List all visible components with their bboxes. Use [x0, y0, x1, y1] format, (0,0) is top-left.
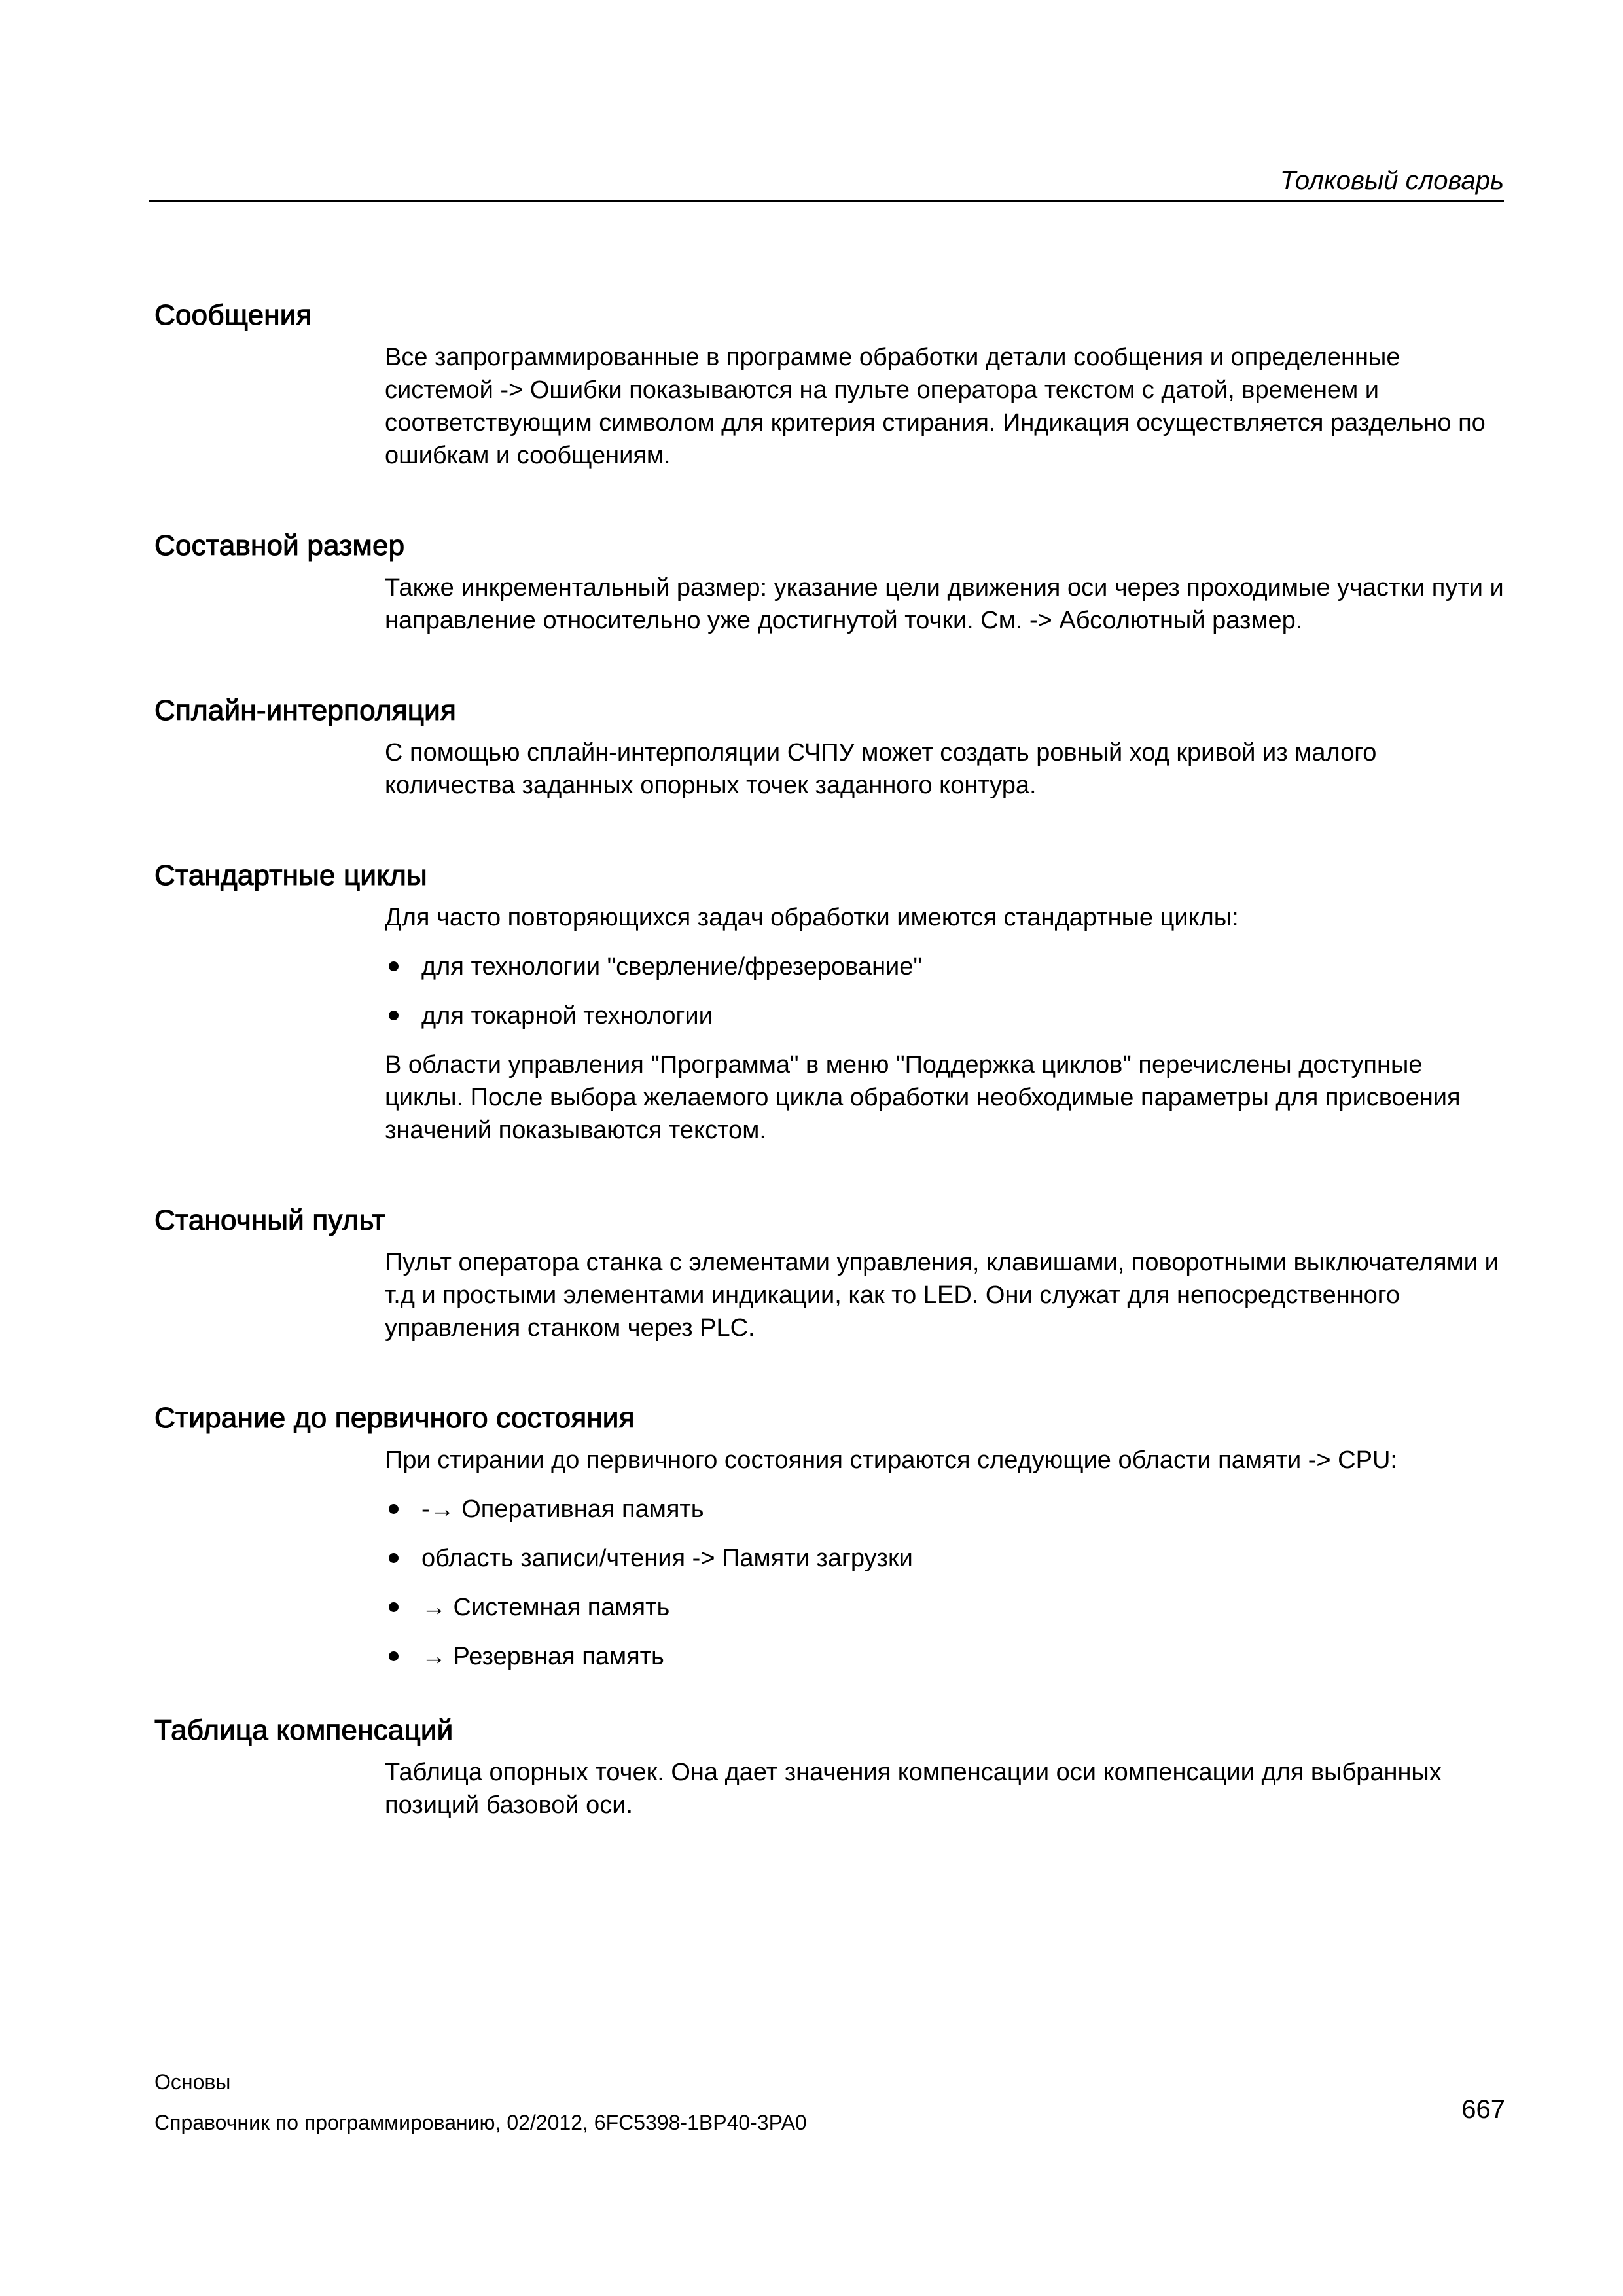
page-header — [149, 164, 1504, 202]
footer-document-info: Справочник по программированию, 02/2012, 6FC5398-1BP40-3PA0 — [154, 2111, 807, 2134]
glossary-content — [154, 298, 1503, 1821]
entry-title: Сплайн-интерполяция — [154, 694, 456, 726]
bullet-icon — [389, 961, 399, 971]
entry-title: Сообщения — [154, 299, 312, 331]
list-item-text: -→ Оперативная память — [421, 1496, 704, 1523]
glossary-entry-messages — [154, 298, 1503, 472]
list-item — [385, 1640, 1504, 1673]
glossary-entry-standard-cycles — [154, 858, 1503, 1147]
entry-title: Таблица компенсаций — [154, 1714, 454, 1746]
entry-title: Стандартные циклы — [154, 859, 427, 891]
glossary-entry-spline-interpolation — [154, 693, 1503, 802]
entry-paragraph: С помощью сплайн-интерполяции СЧПУ может создать ровный ход кривой из малого количества заданных опорных точек заданного контура. — [385, 739, 1377, 799]
entry-body — [385, 1444, 1504, 1673]
footer-section-name: Основы — [154, 2070, 231, 2094]
entry-paragraph: В области управления "Программа" в меню "Поддержка циклов" перечислены доступные циклы. После выбора желаемого цикла обработки необходимые параметры для присвоения значений показываются текстом. — [385, 1051, 1461, 1144]
glossary-entry-compensation-table — [154, 1713, 1503, 1821]
bullet-icon — [389, 1011, 399, 1020]
bullet-list — [385, 1493, 1504, 1673]
glossary-entry-composite-dimension — [154, 528, 1503, 637]
page-number: 667 — [1461, 2095, 1505, 2124]
entry-title: Составной размер — [154, 529, 405, 562]
glossary-entry-general-reset — [154, 1401, 1503, 1673]
bullet-icon — [389, 1553, 399, 1563]
entry-body — [385, 736, 1504, 802]
entry-title: Станочный пульт — [154, 1204, 385, 1236]
entry-paragraph: Также инкрементальный размер: указание цели движения оси через проходимые участки пути и направление относительно уже достигнутой точки. См. -> Абсолютный размер. — [385, 574, 1504, 634]
entry-paragraph: Пульт оператора станка с элементами управления, клавишами, поворотными выключателями и т.д и простыми элементами индикации, как то LED. Они служат для непосредственного управления станком через PLC. — [385, 1249, 1499, 1342]
bullet-list — [385, 950, 1504, 1032]
header-title: Толковый словарь — [1279, 166, 1504, 195]
bullet-icon — [389, 1651, 399, 1661]
entry-body — [385, 1246, 1504, 1344]
bullet-icon — [389, 1602, 399, 1612]
entry-paragraph: Для часто повторяющихся задач обработки имеются стандартные циклы: — [385, 904, 1239, 931]
entry-paragraph: При стирании до первичного состояния стираются следующие области памяти -> CPU: — [385, 1446, 1397, 1474]
entry-body — [385, 1756, 1504, 1821]
entry-paragraph: Таблица опорных точек. Она дает значения компенсации оси компенсации для выбранных позиций базовой оси. — [385, 1759, 1442, 1819]
entry-body — [385, 571, 1504, 637]
entry-paragraph: Все запрограммированные в программе обработки детали сообщения и определенные системой -> Ошибки показываются на пульте оператора текстом с датой, временем и соответствующим символом для критерия стирания. Индикация осуществляется раздельно по ошибкам и сообщениям. — [385, 344, 1486, 469]
page-footer — [154, 2068, 1505, 2149]
list-item — [385, 1542, 1504, 1575]
entry-body — [385, 901, 1504, 1147]
list-item — [385, 950, 1504, 983]
list-item — [385, 1493, 1504, 1526]
entry-title: Стирание до первичного состояния — [154, 1402, 635, 1434]
list-item-text: для технологии "сверление/фрезерование" — [421, 953, 922, 980]
entry-body — [385, 341, 1504, 472]
list-item-text: → Резервная память — [421, 1643, 664, 1670]
list-item-text: область записи/чтения -> Памяти загрузки — [421, 1545, 913, 1572]
list-item — [385, 999, 1504, 1032]
list-item-text: для токарной технологии — [421, 1002, 713, 1030]
list-item-text: → Системная память — [421, 1594, 670, 1621]
glossary-entry-machine-control-panel — [154, 1203, 1503, 1344]
list-item — [385, 1591, 1504, 1624]
bullet-icon — [389, 1504, 399, 1514]
